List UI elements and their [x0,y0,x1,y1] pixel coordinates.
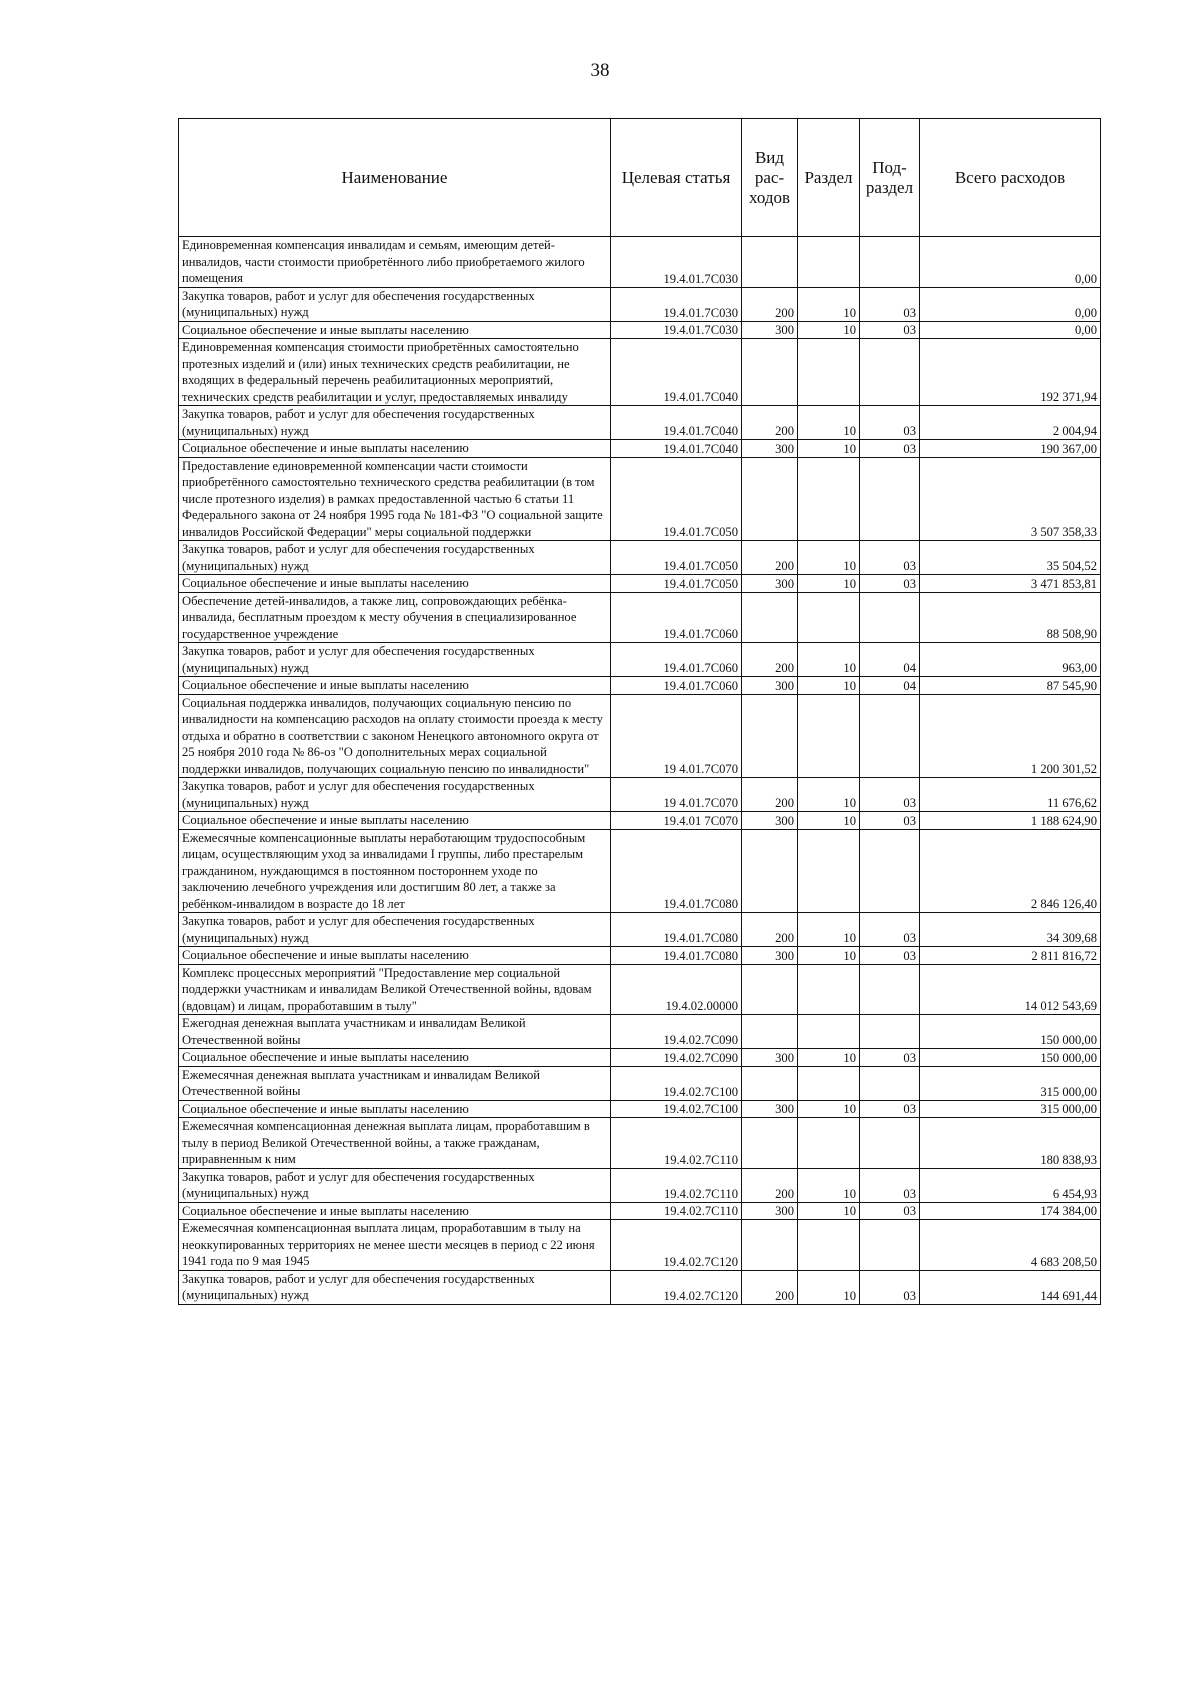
section-cell [798,694,860,778]
article-cell: 19.4.02.7С120 [611,1220,742,1271]
section-cell: 10 [798,643,860,677]
kind-cell [742,1118,798,1169]
kind-cell: 200 [742,1270,798,1304]
section-cell: 10 [798,1100,860,1118]
kind-cell [742,964,798,1015]
section-cell: 10 [798,321,860,339]
article-cell: 19.4.01.7С040 [611,339,742,406]
article-cell: 19.4.02.7С090 [611,1015,742,1049]
total-cell: 150 000,00 [920,1049,1101,1067]
article-cell: 19.4.01.7С030 [611,237,742,288]
section-cell: 10 [798,1270,860,1304]
section-cell: 10 [798,1168,860,1202]
subsection-cell: 03 [860,406,920,440]
section-cell: 10 [798,406,860,440]
table-row [179,1202,1101,1220]
name-cell: Социальное обеспечение и иные выплаты населению [179,1100,611,1118]
name-cell: Ежемесячные компенсационные выплаты неработающим трудоспособным лицам, осуществляющим уход за инвалидами I группы, либо престарелым гражданином, нуждающимся в постоянном постороннем уходе по заключению лечебного учреждения или достигшим 80 лет, а также за ребёнком-инвалидом в возрасте до 18 лет [179,829,611,913]
section-cell: 10 [798,947,860,965]
table-row [179,677,1101,695]
table-row [179,287,1101,321]
subsection-cell: 03 [860,321,920,339]
name-cell: Социальное обеспечение и иные выплаты населению [179,812,611,830]
table-row [179,1220,1101,1271]
article-cell: 19.4.01.7С060 [611,643,742,677]
subsection-cell [860,1015,920,1049]
section-cell: 10 [798,541,860,575]
total-cell: 963,00 [920,643,1101,677]
kind-cell [742,237,798,288]
article-cell: 19.4.01.7С030 [611,321,742,339]
article-cell: 19.4.02.7С100 [611,1066,742,1100]
section-cell [798,339,860,406]
article-cell: 19.4.01 7С070 [611,812,742,830]
kind-cell: 200 [742,287,798,321]
kind-cell: 300 [742,947,798,965]
subsection-cell [860,339,920,406]
name-cell: Предоставление единовременной компенсации части стоимости приобретённого самостоятельно технического средства реабилитации (в том числе протезного изделия) в рамках предоставленной частью 6 статьи 11 Федерального закона от 24 ноября 1995 года № 181-ФЗ "О социальной защите инвалидов Российской Федерации" меры социальной поддержки [179,457,611,541]
subsection-cell [860,964,920,1015]
total-cell: 144 691,44 [920,1270,1101,1304]
name-cell: Социальное обеспечение и иные выплаты населению [179,575,611,593]
table-row [179,1118,1101,1169]
article-cell: 19.4.02.7С100 [611,1100,742,1118]
table-row [179,1168,1101,1202]
section-cell [798,237,860,288]
table-row [179,237,1101,288]
article-cell: 19.4.01.7С080 [611,913,742,947]
article-cell: 19.4.02.7С110 [611,1168,742,1202]
subsection-cell [860,829,920,913]
table-row [179,1100,1101,1118]
table-row [179,440,1101,458]
name-cell: Единовременная компенсация стоимости приобретённых самостоятельно протезных изделий и (или) иных технических средств реабилитации, не входящих в федеральный перечень реабилитационных мероприятий, технических средств реабилитации и услуг, предоставляемых инвалиду [179,339,611,406]
subsection-cell [860,237,920,288]
subsection-cell: 03 [860,1100,920,1118]
kind-cell: 300 [742,1100,798,1118]
kind-cell: 300 [742,1049,798,1067]
header-article: Целевая статья [611,119,742,237]
total-cell: 35 504,52 [920,541,1101,575]
total-cell: 88 508,90 [920,592,1101,643]
header-name: Наименование [179,119,611,237]
total-cell: 1 200 301,52 [920,694,1101,778]
subsection-cell: 03 [860,1202,920,1220]
subsection-cell [860,592,920,643]
table-row [179,1066,1101,1100]
article-cell: 19 4.01.7С070 [611,694,742,778]
section-cell [798,1118,860,1169]
total-cell: 11 676,62 [920,778,1101,812]
kind-cell: 300 [742,575,798,593]
total-cell: 190 367,00 [920,440,1101,458]
table-row [179,457,1101,541]
total-cell: 6 454,93 [920,1168,1101,1202]
kind-cell: 200 [742,541,798,575]
subsection-cell: 03 [860,575,920,593]
article-cell: 19.4.02.7С090 [611,1049,742,1067]
table-body [179,237,1101,1305]
section-cell [798,1066,860,1100]
total-cell: 34 309,68 [920,913,1101,947]
table-row [179,1015,1101,1049]
article-cell: 19.4.02.7С120 [611,1270,742,1304]
name-cell: Социальное обеспечение и иные выплаты населению [179,677,611,695]
subsection-cell: 03 [860,287,920,321]
total-cell: 3 471 853,81 [920,575,1101,593]
name-cell: Социальное обеспечение и иные выплаты населению [179,1202,611,1220]
section-cell [798,1220,860,1271]
subsection-cell: 03 [860,1049,920,1067]
name-cell: Ежемесячная денежная выплата участникам и инвалидам Великой Отечественной войны [179,1066,611,1100]
subsection-cell: 03 [860,541,920,575]
table-header-row [179,119,1101,237]
name-cell: Закупка товаров, работ и услуг для обеспечения государственных (муниципальных) нужд [179,643,611,677]
name-cell: Единовременная компенсация инвалидам и семьям, имеющим детей-инвалидов, части стоимости приобретённого либо приобретаемого жилого помещения [179,237,611,288]
total-cell: 0,00 [920,237,1101,288]
table-row [179,592,1101,643]
name-cell: Комплекс процессных мероприятий "Предоставление мер социальной поддержки участникам и инвалидам Великой Отечественной войны, вдовам (вдовцам) и лицам, проработавшим в тылу" [179,964,611,1015]
article-cell: 19.4.01.7С040 [611,406,742,440]
name-cell: Ежегодная денежная выплата участникам и инвалидам Великой Отечественной войны [179,1015,611,1049]
kind-cell [742,1220,798,1271]
subsection-cell [860,1220,920,1271]
kind-cell: 200 [742,778,798,812]
article-cell: 19 4.01.7С070 [611,778,742,812]
kind-cell: 200 [742,406,798,440]
total-cell: 174 384,00 [920,1202,1101,1220]
section-cell [798,829,860,913]
table-row [179,1049,1101,1067]
kind-cell [742,592,798,643]
subsection-cell: 03 [860,947,920,965]
section-cell: 10 [798,1202,860,1220]
article-cell: 19.4.02.00000 [611,964,742,1015]
table-row [179,575,1101,593]
name-cell: Обеспечение детей-инвалидов, а также лиц, сопровождающих ребёнка-инвалида, бесплатным проездом к месту обучения в специализированное государственное учреждение [179,592,611,643]
subsection-cell: 03 [860,1168,920,1202]
article-cell: 19.4.01.7С050 [611,575,742,593]
table-row [179,964,1101,1015]
name-cell: Закупка товаров, работ и услуг для обеспечения государственных (муниципальных) нужд [179,287,611,321]
table-row [179,1270,1101,1304]
subsection-cell: 04 [860,643,920,677]
section-cell [798,592,860,643]
section-cell: 10 [798,812,860,830]
subsection-cell: 03 [860,440,920,458]
header-kind: Вид рас-ходов [742,119,798,237]
table-row [179,778,1101,812]
total-cell: 0,00 [920,321,1101,339]
article-cell: 19.4.01.7С040 [611,440,742,458]
article-cell: 19.4.01.7С080 [611,947,742,965]
article-cell: 19.4.01.7С050 [611,541,742,575]
name-cell: Социальное обеспечение и иные выплаты населению [179,947,611,965]
table-row [179,694,1101,778]
name-cell: Социальное обеспечение и иные выплаты населению [179,1049,611,1067]
kind-cell: 200 [742,913,798,947]
total-cell: 315 000,00 [920,1066,1101,1100]
kind-cell: 200 [742,1168,798,1202]
section-cell [798,457,860,541]
kind-cell [742,694,798,778]
section-cell: 10 [798,575,860,593]
article-cell: 19.4.01.7С050 [611,457,742,541]
name-cell: Закупка товаров, работ и услуг для обеспечения государственных (муниципальных) нужд [179,913,611,947]
total-cell: 192 371,94 [920,339,1101,406]
section-cell [798,1015,860,1049]
table-row [179,406,1101,440]
table-row [179,829,1101,913]
total-cell: 180 838,93 [920,1118,1101,1169]
total-cell: 2 004,94 [920,406,1101,440]
subsection-cell: 04 [860,677,920,695]
kind-cell [742,457,798,541]
name-cell: Ежемесячная компенсационная денежная выплата лицам, проработавшим в тылу в период Великой Отечественной войны, а также гражданам, приравненным к ним [179,1118,611,1169]
total-cell: 2 846 126,40 [920,829,1101,913]
table-row [179,541,1101,575]
kind-cell: 300 [742,812,798,830]
kind-cell [742,1015,798,1049]
article-cell: 19.4.01.7С060 [611,677,742,695]
page-number: 38 [590,60,610,81]
kind-cell: 300 [742,1202,798,1220]
expenditure-table [178,118,1101,1305]
name-cell: Социальное обеспечение и иные выплаты населению [179,440,611,458]
total-cell: 1 188 624,90 [920,812,1101,830]
table-row [179,812,1101,830]
total-cell: 4 683 208,50 [920,1220,1101,1271]
header-total: Всего расходов [920,119,1101,237]
total-cell: 2 811 816,72 [920,947,1101,965]
name-cell: Закупка товаров, работ и услуг для обеспечения государственных (муниципальных) нужд [179,1270,611,1304]
subsection-cell: 03 [860,778,920,812]
total-cell: 150 000,00 [920,1015,1101,1049]
subsection-cell [860,457,920,541]
total-cell: 3 507 358,33 [920,457,1101,541]
kind-cell: 300 [742,677,798,695]
article-cell: 19.4.01.7С080 [611,829,742,913]
name-cell: Закупка товаров, работ и услуг для обеспечения государственных (муниципальных) нужд [179,778,611,812]
kind-cell: 200 [742,643,798,677]
subsection-cell [860,694,920,778]
article-cell: 19.4.01.7С060 [611,592,742,643]
name-cell: Социальное обеспечение и иные выплаты населению [179,321,611,339]
table-row [179,913,1101,947]
table-row [179,947,1101,965]
article-cell: 19.4.01.7С030 [611,287,742,321]
total-cell: 87 545,90 [920,677,1101,695]
subsection-cell [860,1118,920,1169]
total-cell: 315 000,00 [920,1100,1101,1118]
section-cell: 10 [798,1049,860,1067]
section-cell: 10 [798,778,860,812]
total-cell: 14 012 543,69 [920,964,1101,1015]
name-cell: Закупка товаров, работ и услуг для обеспечения государственных (муниципальных) нужд [179,541,611,575]
article-cell: 19.4.02.7С110 [611,1202,742,1220]
subsection-cell: 03 [860,1270,920,1304]
name-cell: Ежемесячная компенсационная выплата лицам, проработавшим в тылу на неоккупированных территориях не менее шести месяцев в период с 22 июня 1941 года по 9 мая 1945 [179,1220,611,1271]
name-cell: Социальная поддержка инвалидов, получающих социальную пенсию по инвалидности на компенсацию расходов на оплату стоимости проезда к месту отдыха и обратно в соответствии с законом Ненецкого автономного округа от 25 ноября 2010 года № 86-оз "О дополнительных мерах социальной поддержки инвалидов, получающих социальную пенсию по инвалидности" [179,694,611,778]
section-cell: 10 [798,677,860,695]
kind-cell [742,829,798,913]
kind-cell [742,1066,798,1100]
kind-cell: 300 [742,440,798,458]
subsection-cell [860,1066,920,1100]
section-cell: 10 [798,287,860,321]
kind-cell: 300 [742,321,798,339]
table-row [179,643,1101,677]
table-row [179,339,1101,406]
subsection-cell: 03 [860,913,920,947]
subsection-cell: 03 [860,812,920,830]
header-subsection: Под-раздел [860,119,920,237]
name-cell: Закупка товаров, работ и услуг для обеспечения государственных (муниципальных) нужд [179,1168,611,1202]
kind-cell [742,339,798,406]
header-section: Раздел [798,119,860,237]
table-row [179,321,1101,339]
total-cell: 0,00 [920,287,1101,321]
name-cell: Закупка товаров, работ и услуг для обеспечения государственных (муниципальных) нужд [179,406,611,440]
section-cell: 10 [798,440,860,458]
section-cell: 10 [798,913,860,947]
section-cell [798,964,860,1015]
article-cell: 19.4.02.7С110 [611,1118,742,1169]
